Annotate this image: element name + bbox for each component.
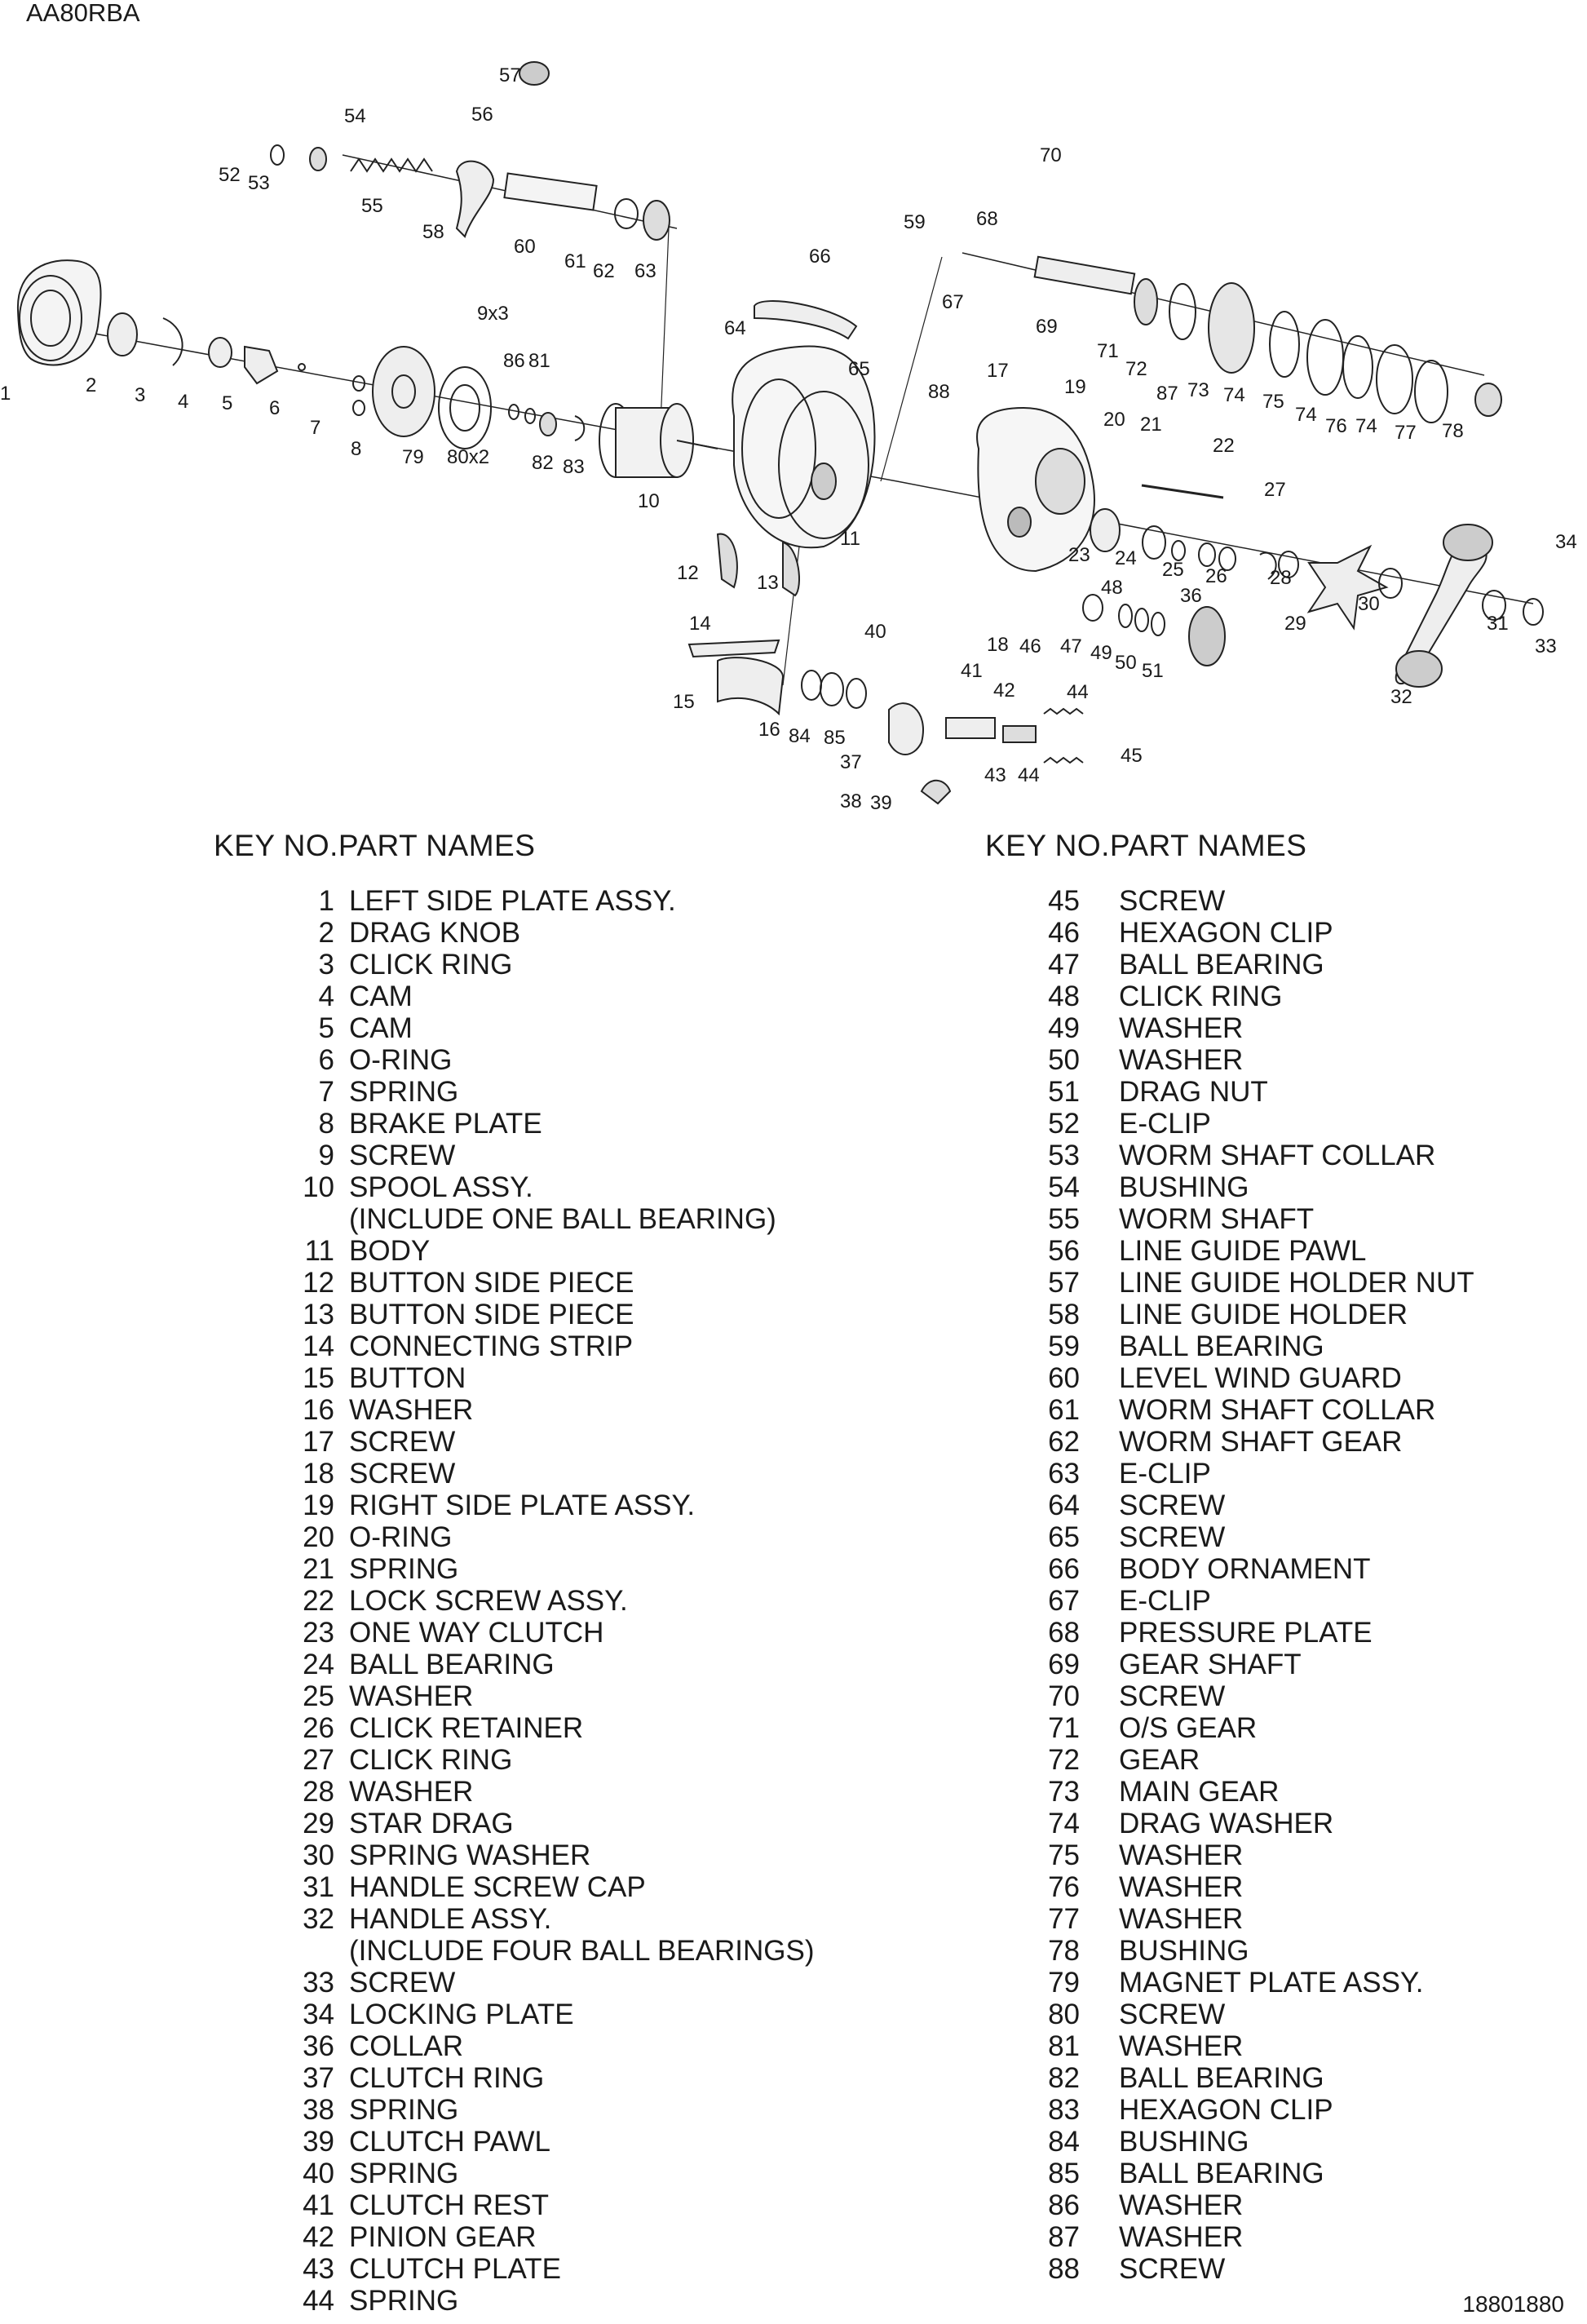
part-key-number: 9 [318, 1140, 334, 1171]
part-name: E-CLIP [1119, 1585, 1211, 1617]
part-key-number: 2 [318, 917, 334, 949]
part-name: BODY ORNAMENT [1119, 1553, 1371, 1585]
part-key-number: 83 [1048, 2094, 1080, 2126]
part-key-number: 57 [1048, 1267, 1080, 1299]
part-key-number: 38 [303, 2094, 334, 2126]
part-name: CLICK RING [349, 1744, 513, 1776]
left-side-plate-drawing [18, 260, 101, 365]
part-name: CLUTCH REST [349, 2189, 550, 2221]
part-key-number: 8 [318, 1108, 334, 1140]
part-name: BUTTON [349, 1362, 466, 1394]
callout-label: 57 [499, 64, 521, 86]
callout-label: 65 [848, 358, 870, 380]
part-name: WASHER [1119, 1044, 1244, 1076]
part-key-number: 30 [303, 1839, 334, 1871]
callout-label: 25 [1162, 559, 1184, 581]
part-name: O-RING [349, 1044, 453, 1076]
callout-label: 26 [1205, 565, 1227, 587]
part-name: WASHER [1119, 1839, 1244, 1871]
spool-drawing [599, 404, 718, 477]
callout-label: 36 [1180, 585, 1202, 607]
callout-label: 40 [864, 621, 886, 643]
part-key-number: 64 [1048, 1490, 1080, 1521]
part-key-number: 10 [303, 1171, 334, 1203]
part-name: BALL BEARING [1119, 2062, 1324, 2094]
part-key-number: 74 [1048, 1808, 1080, 1839]
part-key-number: 85 [1048, 2158, 1080, 2189]
part-name: SCREW [349, 1426, 456, 1458]
callout-label: 1 [0, 383, 11, 405]
part-key-number: 45 [1048, 885, 1080, 917]
part-name: BUSHING [1119, 2126, 1249, 2158]
callout-label: 13 [757, 572, 779, 594]
callout-label: 5 [222, 392, 233, 414]
callout-label: 56 [471, 104, 493, 126]
callout-label: 44 [1018, 764, 1040, 786]
part-key-number: 14 [303, 1330, 334, 1362]
part-key-number: 24 [303, 1649, 334, 1680]
part-key-number: 16 [303, 1394, 334, 1426]
callout-label: 3 [135, 384, 146, 406]
callout-label: 46 [1019, 635, 1041, 657]
part-key-number: 17 [303, 1426, 334, 1458]
part-name: BODY [349, 1235, 431, 1267]
part-key-number: 37 [303, 2062, 334, 2094]
part-key-number: 3 [318, 949, 334, 981]
callout-label: 62 [593, 260, 615, 282]
part-name: WASHER [1119, 1871, 1244, 1903]
body-ornament-drawing [754, 301, 856, 339]
part-key-number: 67 [1048, 1585, 1080, 1617]
part-key-number: 11 [304, 1235, 334, 1267]
callout-label: 68 [976, 208, 998, 230]
part-name: SPRING [349, 2094, 459, 2126]
callout-label: 30 [1358, 593, 1380, 615]
part-key-number: 79 [1048, 1967, 1080, 1999]
part-name: BUSHING [1119, 1935, 1249, 1967]
part-key-number: 43 [303, 2253, 334, 2285]
part-key-number: 5 [318, 1012, 334, 1044]
callout-label: 63 [634, 260, 656, 282]
callout-label: 80x2 [447, 446, 490, 468]
part-key-number: 7 [318, 1076, 334, 1108]
callout-label: 58 [422, 221, 444, 243]
callout-label: 15 [673, 691, 695, 713]
part-key-number: 62 [1048, 1426, 1080, 1458]
callout-label: 45 [1121, 745, 1143, 767]
part-key-number: 59 [1048, 1330, 1080, 1362]
part-name: BUTTON SIDE PIECE [349, 1299, 634, 1330]
part-key-number: 84 [1048, 2126, 1080, 2158]
part-name: BRAKE PLATE [349, 1108, 542, 1140]
callout-label: 31 [1487, 613, 1509, 635]
part-key-number: 34 [303, 1999, 334, 2030]
drag-knob-drawing [108, 313, 137, 356]
callout-label: 27 [1264, 479, 1286, 501]
callout-label: 47 [1060, 635, 1082, 657]
callout-label: 69 [1036, 316, 1058, 338]
part-name: WORM SHAFT COLLAR [1119, 1140, 1436, 1171]
part-key-number: 29 [303, 1808, 334, 1839]
part-key-number: 47 [1048, 949, 1080, 981]
click-ring-drawing [163, 318, 183, 365]
part-name: SPRING [349, 2158, 459, 2189]
callout-label: 71 [1097, 340, 1119, 362]
callout-label: 42 [993, 679, 1015, 702]
callout-label: 18 [987, 634, 1009, 656]
part-key-number: 33 [303, 1967, 334, 1999]
callout-label: 52 [219, 164, 241, 186]
callout-label: 74 [1295, 404, 1317, 426]
part-name: HEXAGON CLIP [1119, 2094, 1333, 2126]
part-key-number: 4 [318, 981, 334, 1012]
callout-label: 11 [840, 528, 860, 550]
callout-label: 79 [402, 446, 424, 468]
callout-label: 87 [1156, 383, 1178, 405]
callout-label: 74 [1355, 415, 1377, 437]
part-key-number: 15 [303, 1362, 334, 1394]
callout-label: 2 [86, 374, 97, 396]
part-name: WORM SHAFT COLLAR [1119, 1394, 1436, 1426]
part-key-number: 51 [1048, 1076, 1080, 1108]
callout-label: 66 [809, 246, 831, 268]
callout-label: 76 [1325, 415, 1347, 437]
callout-label: 22 [1213, 435, 1235, 457]
part-name: LEVEL WIND GUARD [1119, 1362, 1402, 1394]
callout-label: 74 [1223, 384, 1245, 406]
part-name: SCREW [1119, 885, 1226, 917]
part-key-number: 72 [1048, 1744, 1080, 1776]
part-key-number: 39 [303, 2126, 334, 2158]
diagram-artwork [18, 62, 1543, 803]
part-key-number: 86 [1048, 2189, 1080, 2221]
callout-label: 86 [503, 350, 525, 372]
part-name: WASHER [349, 1776, 474, 1808]
callout-label: 85 [824, 727, 846, 749]
part-name: SCREW [1119, 1490, 1226, 1521]
callout-label: 7 [310, 417, 321, 439]
callout-label: 19 [1064, 376, 1086, 398]
part-key-number: 28 [303, 1776, 334, 1808]
callout-label: 6 [269, 397, 281, 419]
part-key-number: 60 [1048, 1362, 1080, 1394]
part-name: ONE WAY CLUTCH [349, 1617, 604, 1649]
callout-label: 39 [870, 792, 892, 814]
part-name: BALL BEARING [349, 1649, 555, 1680]
part-name: SCREW [1119, 1999, 1226, 2030]
part-name: SPRING [349, 1076, 459, 1108]
star-drag-drawing [1309, 547, 1386, 628]
callout-label: 88 [928, 381, 950, 403]
callout-label: 28 [1270, 567, 1292, 589]
callout-label: 48 [1101, 577, 1123, 599]
callout-label: 82 [532, 452, 554, 474]
part-name: SPRING WASHER [349, 1839, 591, 1871]
part-name: SCREW [1119, 2253, 1226, 2285]
callout-label: 64 [724, 317, 746, 339]
callout-label: 53 [248, 172, 270, 194]
part-name: HANDLE ASSY. [349, 1903, 552, 1935]
part-key-number: 82 [1048, 2062, 1080, 2094]
part-key-number: 52 [1048, 1108, 1080, 1140]
callout-label: 44 [1067, 681, 1089, 703]
part-key-number: 20 [303, 1521, 334, 1553]
callout-label: 67 [942, 291, 964, 313]
part-name: LINE GUIDE PAWL [1119, 1235, 1367, 1267]
part-name: SCREW [349, 1140, 456, 1171]
part-key-number: 21 [303, 1553, 334, 1585]
part-name: WASHER [1119, 2030, 1244, 2062]
part-key-number: 31 [303, 1871, 334, 1903]
part-name: CONNECTING STRIP [349, 1330, 634, 1362]
callout-label: 60 [514, 236, 536, 258]
part-key-number: 65 [1048, 1521, 1080, 1553]
part-name: GEAR SHAFT [1119, 1649, 1302, 1680]
part-name: WORM SHAFT GEAR [1119, 1426, 1403, 1458]
part-name: CLICK RING [1119, 981, 1283, 1012]
model-code: AA80RBA [26, 0, 140, 27]
part-key-number: 48 [1048, 981, 1080, 1012]
part-name: CLUTCH RING [349, 2062, 545, 2094]
part-key-number: 41 [303, 2189, 334, 2221]
callout-label: 34 [1555, 531, 1577, 553]
part-name: WASHER [1119, 1012, 1244, 1044]
part-name: SCREW [349, 1967, 456, 1999]
part-key-number: 66 [1048, 1553, 1080, 1585]
part-name: CLUTCH PAWL [349, 2126, 550, 2158]
part-key-number: 81 [1048, 2030, 1080, 2062]
part-key-number: 54 [1048, 1171, 1080, 1203]
parts-table-header-left: KEY NO.PART NAMES [214, 829, 536, 862]
exploded-parts-diagram [0, 24, 1587, 824]
part-key-number: 40 [303, 2158, 334, 2189]
callout-label: 77 [1395, 422, 1417, 444]
document-number: 18801880 [1462, 2291, 1564, 2317]
part-key-number: 70 [1048, 1680, 1080, 1712]
part-name: WASHER [1119, 1903, 1244, 1935]
part-key-number: 44 [303, 2285, 334, 2317]
part-name: SPRING [349, 1553, 459, 1585]
part-note: (INCLUDE ONE BALL BEARING) [349, 1203, 776, 1235]
brake-plate-drawing [373, 347, 491, 449]
part-name: DRAG WASHER [1119, 1808, 1334, 1839]
part-name: WASHER [349, 1680, 474, 1712]
part-name: CAM [349, 981, 413, 1012]
part-key-number: 88 [1048, 2253, 1080, 2285]
callout-label: 59 [904, 211, 926, 233]
part-name: BUSHING [1119, 1171, 1249, 1203]
part-name: DRAG NUT [1119, 1076, 1268, 1108]
part-name: LEFT SIDE PLATE ASSY. [349, 885, 676, 917]
part-name: CAM [349, 1012, 413, 1044]
callout-label: 17 [987, 360, 1009, 382]
part-name: STAR DRAG [349, 1808, 514, 1839]
callout-label: 37 [840, 751, 862, 773]
part-key-number: 80 [1048, 1999, 1080, 2030]
part-name: LOCK SCREW ASSY. [349, 1585, 628, 1617]
part-name: PRESSURE PLATE [1119, 1617, 1373, 1649]
part-key-number: 36 [303, 2030, 334, 2062]
callout-label: 10 [638, 490, 660, 512]
part-name: SCREW [349, 1458, 456, 1490]
callout-label: 23 [1068, 544, 1090, 566]
part-name: LOCKING PLATE [349, 1999, 574, 2030]
part-name: O-RING [349, 1521, 453, 1553]
callout-label: 78 [1442, 420, 1464, 442]
part-name: CLUTCH PLATE [349, 2253, 561, 2285]
part-key-number: 27 [303, 1744, 334, 1776]
part-key-number: 63 [1048, 1458, 1080, 1490]
callout-label: 55 [361, 195, 383, 217]
part-key-number: 68 [1048, 1617, 1080, 1649]
callout-label: 21 [1140, 414, 1162, 436]
part-name: GEAR [1119, 1744, 1200, 1776]
part-key-number: 18 [303, 1458, 334, 1490]
part-key-number: 71 [1048, 1712, 1080, 1744]
part-key-number: 22 [303, 1585, 334, 1617]
part-key-number: 56 [1048, 1235, 1080, 1267]
part-key-number: 55 [1048, 1203, 1080, 1235]
callout-label: 4 [178, 391, 189, 413]
part-key-number: 53 [1048, 1140, 1080, 1171]
callout-label: 81 [528, 350, 550, 372]
part-name: WASHER [349, 1394, 474, 1426]
callout-label: 41 [961, 660, 983, 682]
part-name: BALL BEARING [1119, 2158, 1324, 2189]
callout-label: 49 [1090, 642, 1112, 664]
callout-label: 43 [984, 764, 1006, 786]
callout-label: 12 [677, 562, 699, 584]
part-name: E-CLIP [1119, 1108, 1211, 1140]
callout-label: 9x3 [477, 303, 509, 325]
part-name: PINION GEAR [349, 2221, 537, 2253]
part-key-number: 12 [303, 1267, 334, 1299]
part-name: HANDLE SCREW CAP [349, 1871, 646, 1903]
part-name: MAGNET PLATE ASSY. [1119, 1967, 1424, 1999]
part-key-number: 77 [1048, 1903, 1080, 1935]
part-key-number: 69 [1048, 1649, 1080, 1680]
callout-label: 38 [840, 790, 862, 812]
part-name: LINE GUIDE HOLDER [1119, 1299, 1408, 1330]
part-name: HEXAGON CLIP [1119, 917, 1333, 949]
part-name: BALL BEARING [1119, 1330, 1324, 1362]
callout-label: 54 [344, 105, 366, 127]
part-name: BUTTON SIDE PIECE [349, 1267, 634, 1299]
callout-label: 61 [564, 250, 586, 272]
part-key-number: 75 [1048, 1839, 1080, 1871]
handle-drawing [1396, 525, 1543, 687]
callout-label: 20 [1103, 409, 1125, 431]
part-name: E-CLIP [1119, 1458, 1211, 1490]
callout-label: 72 [1125, 358, 1147, 380]
part-name: WORM SHAFT [1119, 1203, 1315, 1235]
part-name: LINE GUIDE HOLDER NUT [1119, 1267, 1474, 1299]
callout-label: 8 [351, 438, 362, 460]
part-name: SPOOL ASSY. [349, 1171, 533, 1203]
part-key-number: 73 [1048, 1776, 1080, 1808]
part-name: WASHER [1119, 2189, 1244, 2221]
part-name: RIGHT SIDE PLATE ASSY. [349, 1490, 696, 1521]
part-key-number: 76 [1048, 1871, 1080, 1903]
part-name: WASHER [1119, 2221, 1244, 2253]
callout-label: 73 [1187, 379, 1209, 401]
part-key-number: 19 [303, 1490, 334, 1521]
callout-label: 16 [758, 719, 780, 741]
callout-label: 70 [1040, 144, 1062, 166]
callout-label: 14 [689, 613, 711, 635]
part-key-number: 49 [1048, 1012, 1080, 1044]
part-name: SCREW [1119, 1680, 1226, 1712]
part-key-number: 61 [1048, 1394, 1080, 1426]
part-name: BALL BEARING [1119, 949, 1324, 981]
callout-label: 29 [1284, 613, 1306, 635]
part-name: DRAG KNOB [349, 917, 521, 949]
part-key-number: 32 [303, 1903, 334, 1935]
part-name: CLICK RETAINER [349, 1712, 584, 1744]
part-key-number: 26 [303, 1712, 334, 1744]
part-name: SPRING [349, 2285, 459, 2317]
part-key-number: 50 [1048, 1044, 1080, 1076]
part-key-number: 13 [303, 1299, 334, 1330]
part-key-number: 58 [1048, 1299, 1080, 1330]
callout-label: 50 [1115, 652, 1137, 674]
parts-table-header-right: KEY NO.PART NAMES [985, 829, 1307, 862]
part-key-number: 23 [303, 1617, 334, 1649]
part-name: SCREW [1119, 1521, 1226, 1553]
callout-label: 51 [1142, 660, 1164, 682]
part-name: COLLAR [349, 2030, 464, 2062]
part-name: O/S GEAR [1119, 1712, 1258, 1744]
part-key-number: 87 [1048, 2221, 1080, 2253]
part-note: (INCLUDE FOUR BALL BEARINGS) [349, 1935, 815, 1967]
part-key-number: 6 [318, 1044, 334, 1076]
part-key-number: 78 [1048, 1935, 1080, 1967]
callout-label: 83 [563, 456, 585, 478]
callout-label: 32 [1390, 686, 1412, 708]
callout-label: 33 [1535, 635, 1557, 657]
part-name: MAIN GEAR [1119, 1776, 1280, 1808]
callout-label: 84 [789, 725, 811, 747]
callout-label: 75 [1262, 391, 1284, 413]
part-name: CLICK RING [349, 949, 513, 981]
part-key-number: 1 [318, 885, 334, 917]
part-key-number: 42 [303, 2221, 334, 2253]
part-key-number: 46 [1048, 917, 1080, 949]
callout-label: 24 [1115, 547, 1137, 569]
part-key-number: 25 [303, 1680, 334, 1712]
